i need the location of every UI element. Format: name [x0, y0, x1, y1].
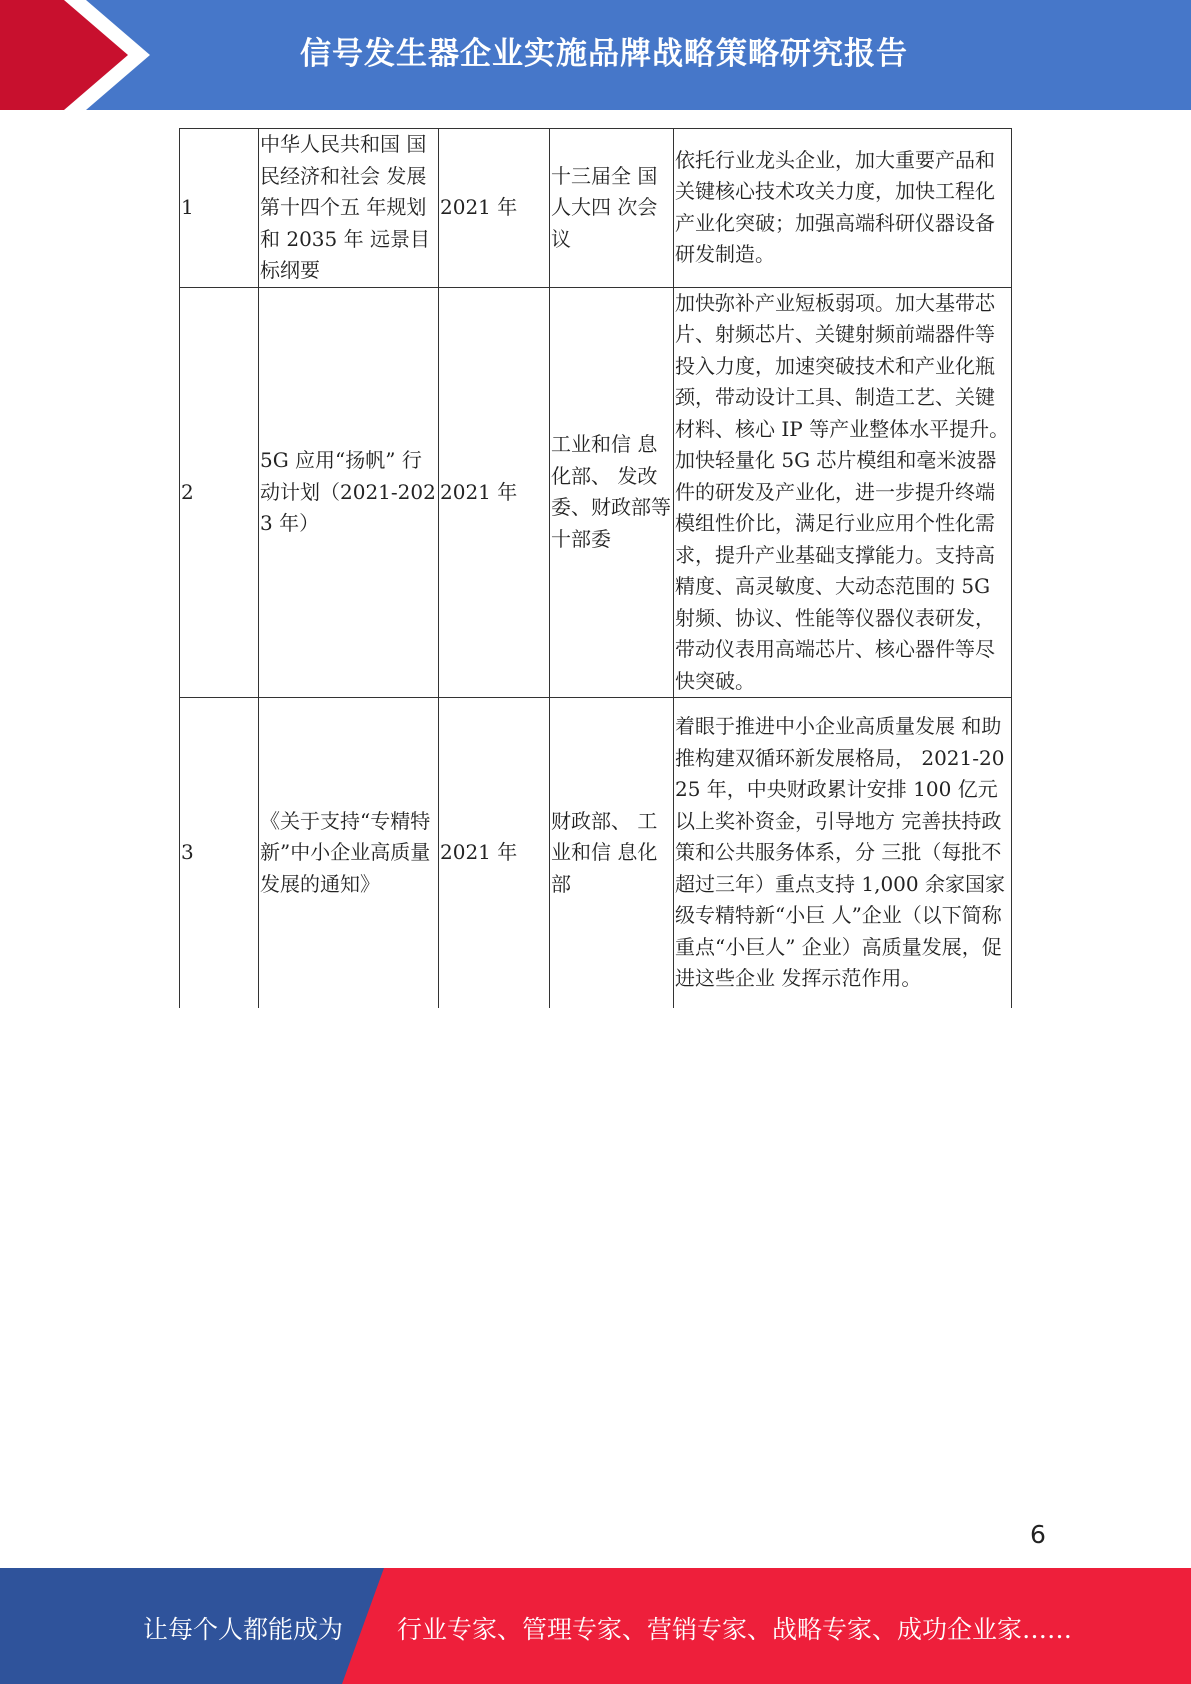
policy-name: 《关于支持“专精特新”中小企业高质量发展的通知》 [259, 698, 439, 1009]
policy-name: 5G 应用“扬帆” 行动计划（2021-2023 年） [259, 287, 439, 698]
row-number: 3 [180, 698, 259, 1009]
table-row [180, 129, 1012, 288]
policy-issuer: 财政部、 工业和信 息化部 [550, 698, 674, 1009]
table-row [180, 698, 1012, 1009]
policy-issuer: 工业和信 息化部、 发改委、财政部等 十部委 [550, 287, 674, 698]
policy-name: 中华人民共和国 国民经济和社会 发展第十四个五 年规划和 2035 年 远景目标纲要 [259, 129, 439, 288]
policy-table [179, 128, 1012, 1008]
policy-year: 2021 年 [439, 129, 550, 288]
page-header [0, 0, 1191, 110]
page-footer [0, 1568, 1191, 1684]
report-title: 信号发生器企业实施品牌战略策略研究报告 [300, 36, 908, 72]
row-number: 1 [180, 129, 259, 288]
footer-slogan-right: 行业专家、管理专家、营销专家、战略专家、成功企业家…… [397, 1615, 1073, 1644]
policy-year: 2021 年 [439, 698, 550, 1009]
footer-slogan-left: 让每个人都能成为 [143, 1615, 344, 1644]
policy-year: 2021 年 [439, 287, 550, 698]
policy-content: 依托行业龙头企业，加大重要产品和关键核心技术攻关力度，加快工程化产业化突破；加强高端科研仪器设备研发制造。 [674, 129, 1012, 288]
policy-issuer: 十三届全 国人大四 次会议 [550, 129, 674, 288]
table-row [180, 287, 1012, 698]
policy-content: 加快弥补产业短板弱项。加大基带芯片、射频芯片、关键射频前端器件等投入力度，加速突破技术和产业化瓶颈，带动设计工具、制造工艺、关键材料、核心 IP 等产业整体水平提升。加快轻量化 5G 芯片模组和毫米波器件的研发及产业化，进一步提升终端模组性价比，满足行业应用个性化需求，提升产业基础支撑能力。支持高精度、高灵敏度、大动态范围的 5G 射频、协议、性能等仪器仪表研发，带动仪表用高端芯片、核心器件等尽快突破。 [674, 287, 1012, 698]
policy-content: 着眼于推进中小企业高质量发展 和助推构建双循环新发展格局， 2021-2025 年，中央财政累计安排 100 亿元以上奖补资金，引导地方 完善扶持政策和公共服务体系，分 三批（每批不超过三年）重点支持 1,000 余家国家级专精特新“小巨 人”企业（以下简称重点“小巨人” 企业）高质量发展，促进这些企业 发挥示范作用。 [674, 698, 1012, 1009]
row-number: 2 [180, 287, 259, 698]
page-number: 6 [1030, 1520, 1046, 1549]
